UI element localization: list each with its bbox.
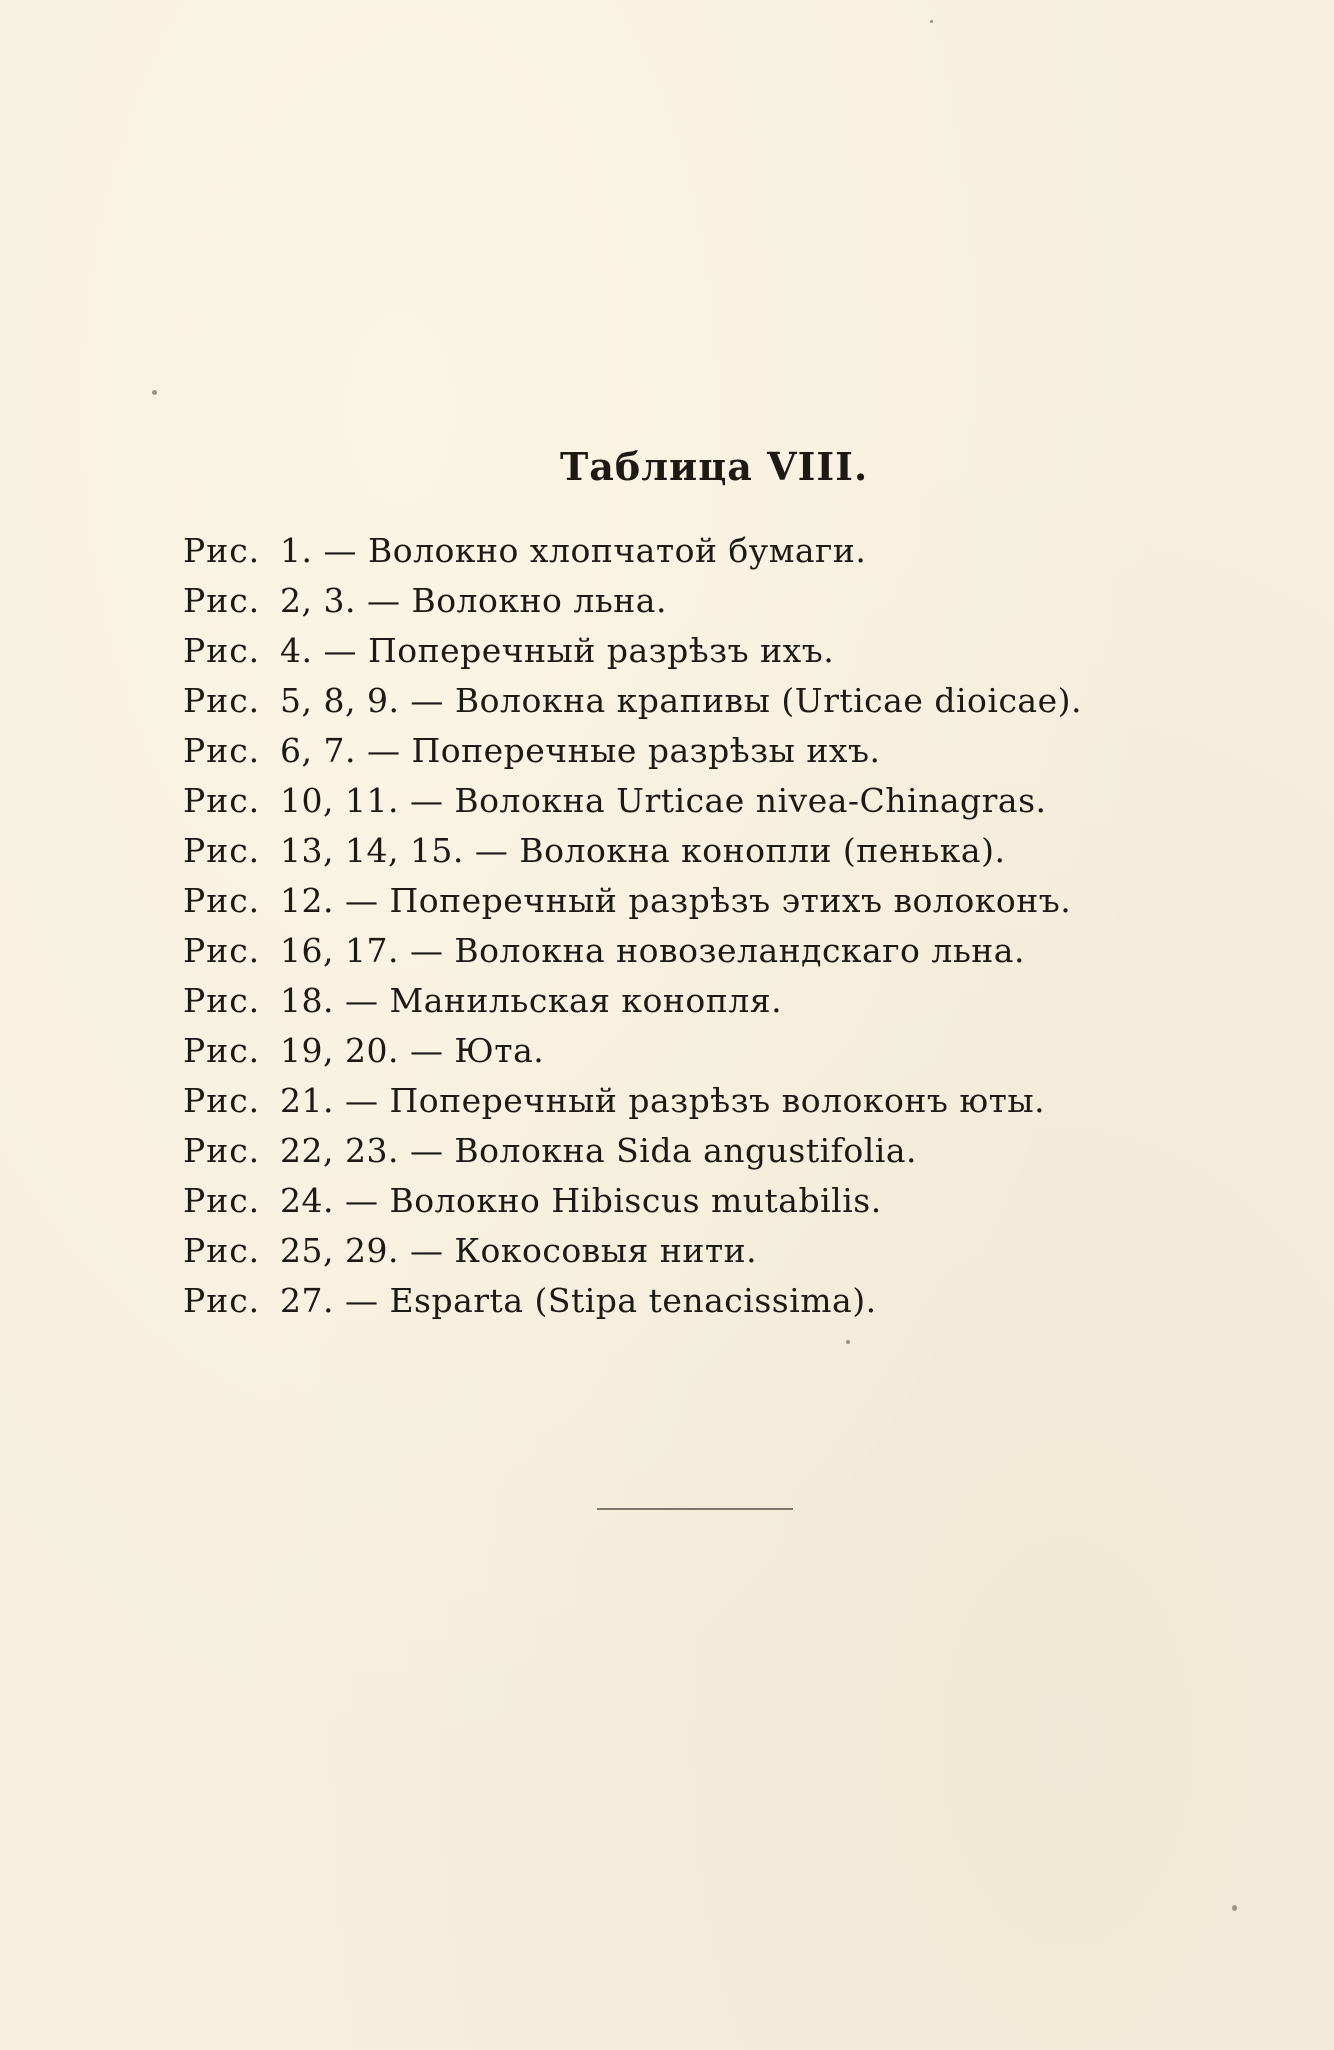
list-item: [183, 1076, 1082, 1126]
figure-caption: 4. — Поперечный разрѣзъ ихъ.: [280, 631, 835, 670]
figure-label: Рис.: [183, 1031, 261, 1070]
list-item: [183, 526, 1082, 576]
figure-label: Рис.: [183, 631, 261, 670]
figure-list: [183, 526, 1082, 1326]
figure-caption: 2, 3. — Волокно льна.: [280, 581, 667, 620]
list-item: [183, 576, 1082, 626]
list-item: [183, 826, 1082, 876]
list-item: [183, 626, 1082, 676]
figure-caption: 22, 23. — Волокна Sida angustifolia.: [280, 1131, 918, 1170]
figure-caption: 13, 14, 15. — Волокна конопли (пенька).: [280, 831, 1006, 870]
figure-caption: 6, 7. — Поперечные разрѣзы ихъ.: [280, 731, 881, 770]
list-item: [183, 676, 1082, 726]
figure-caption: 24. — Волокно Hibiscus mutabilis.: [280, 1181, 882, 1220]
list-item: [183, 976, 1082, 1026]
figure-label: Рис.: [183, 881, 261, 920]
paper-speck: [1232, 1905, 1237, 1911]
figure-label: Рис.: [183, 1231, 261, 1270]
list-item: [183, 1026, 1082, 1076]
figure-caption: 18. — Манильская конопля.: [280, 981, 783, 1020]
figure-label: Рис.: [183, 681, 261, 720]
list-item: [183, 876, 1082, 926]
figure-label: Рис.: [183, 1181, 261, 1220]
page-title: Таблица VIII.: [560, 444, 869, 489]
figure-label: Рис.: [183, 1081, 261, 1120]
figure-caption: 1. — Волокно хлопчатой бумаги.: [280, 531, 867, 570]
figure-label: Рис.: [183, 731, 261, 770]
list-item: [183, 1176, 1082, 1226]
figure-label: Рис.: [183, 831, 261, 870]
figure-caption: 16, 17. — Волокна новозеландскаго льна.: [280, 931, 1025, 970]
list-item: [183, 726, 1082, 776]
figure-caption: 10, 11. — Волокна Urticae nivea-Chinagras.: [280, 781, 1047, 820]
paper-speck: [152, 390, 157, 395]
figure-caption: 19, 20. — Юта.: [280, 1031, 545, 1070]
list-item: [183, 776, 1082, 826]
figure-caption: 27. — Esparta (Stipa tenacissima).: [280, 1281, 877, 1320]
list-item: [183, 1276, 1082, 1326]
section-divider: [597, 1508, 793, 1510]
paper-speck: [846, 1340, 850, 1344]
list-item: [183, 1226, 1082, 1276]
figure-caption: 25, 29. — Кокосовыя нити.: [280, 1231, 758, 1270]
figure-label: Рис.: [183, 1281, 261, 1320]
figure-label: Рис.: [183, 931, 261, 970]
figure-caption: 5, 8, 9. — Волокна крапивы (Urticae dioicae).: [280, 681, 1082, 720]
list-item: [183, 926, 1082, 976]
figure-label: Рис.: [183, 1131, 261, 1170]
figure-label: Рис.: [183, 781, 261, 820]
figure-caption: 12. — Поперечный разрѣзъ этихъ волоконъ.: [280, 881, 1072, 920]
paper-speck: [930, 20, 933, 23]
figure-label: Рис.: [183, 981, 261, 1020]
figure-label: Рис.: [183, 581, 261, 620]
figure-caption: 21. — Поперечный разрѣзъ волоконъ юты.: [280, 1081, 1046, 1120]
figure-label: Рис.: [183, 531, 261, 570]
list-item: [183, 1126, 1082, 1176]
